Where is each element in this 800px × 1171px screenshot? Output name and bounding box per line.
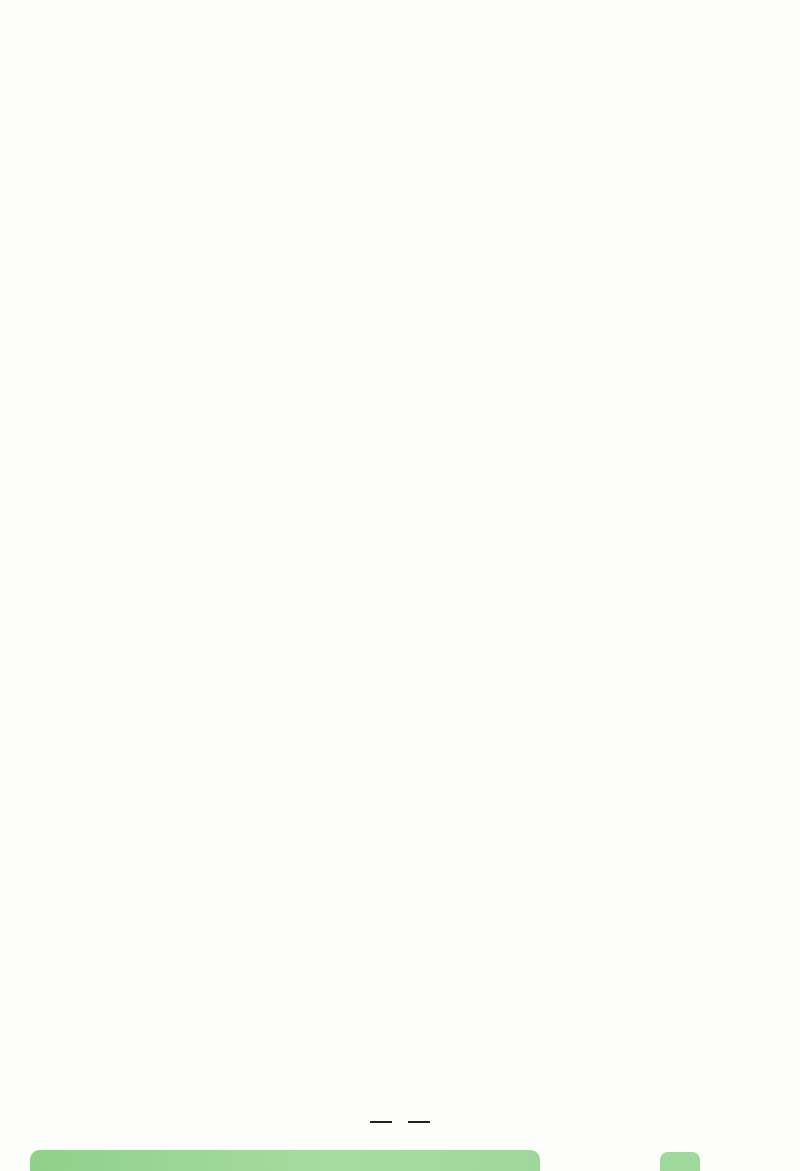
green-decorative-band-small [660,1152,700,1171]
green-decorative-band [30,1150,540,1171]
footer-dash-left [370,1121,392,1123]
footer-dash-right [408,1121,430,1123]
page-footer [0,1111,800,1132]
